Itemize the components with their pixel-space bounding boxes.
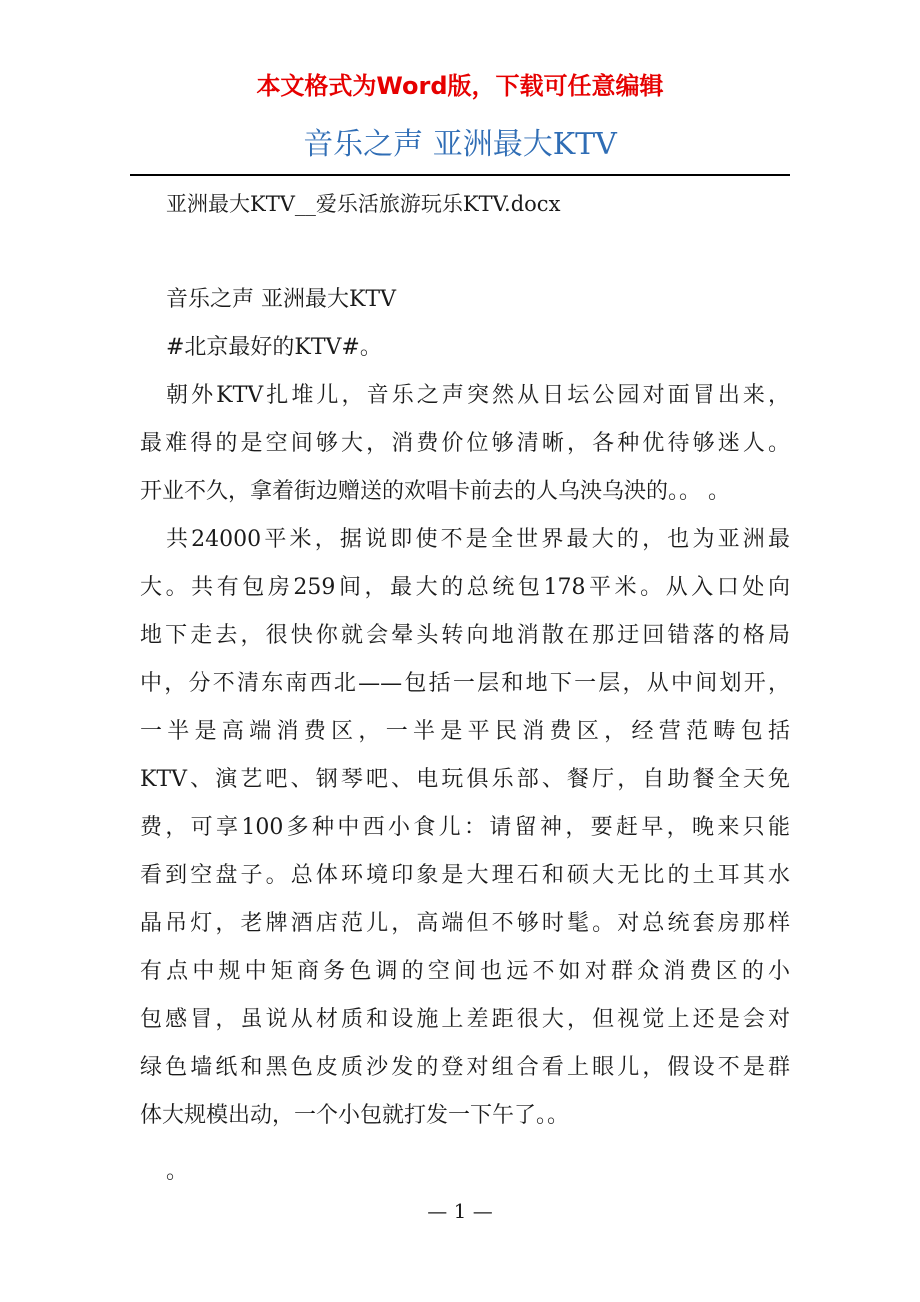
hashtag-line: #北京最好的KTV#。 [166, 335, 382, 360]
paragraph-line: 绿色墙纸和黑色皮质沙发的登对组合看上眼儿，假设不是群 [140, 1055, 790, 1080]
paragraph-line: 朝外KTV扎堆儿，音乐之声突然从日坛公园对面冒出来， [166, 383, 790, 408]
paragraph-line: 晶吊灯，老牌酒店范儿，高端但不够时髦。对总统套房那样 [140, 911, 790, 936]
trailing-mark-line: 。 [166, 1159, 189, 1184]
paragraph-line: 费，可享100多种中西小食儿：请留神，要赶早，晚来只能 [140, 815, 790, 840]
paragraph-line: 体大规模出动，一个小包就打发一下午了。。 [140, 1103, 570, 1128]
paragraph-line: 看到空盘子。总体环境印象是大理石和硕大无比的土耳其水 [140, 863, 790, 888]
page-number: — 1 — [427, 1199, 493, 1223]
paragraph-line: 共24000平米，据说即使不是全世界最大的，也为亚洲最 [166, 527, 790, 552]
paragraph-line: 开业不久，拿着街边赠送的欢唱卡前去的人乌泱乌泱的。。 。 [140, 479, 730, 504]
header-divider [130, 174, 790, 176]
document-filename: 亚洲最大KTV__爱乐活旅游玩乐KTV.docx [166, 192, 561, 216]
edit-notice-banner: 本文格式为Word版，下载可任意编辑 [256, 72, 664, 100]
paragraph-line: 有点中规中矩商务色调的空间也远不如对群众消费区的小 [140, 959, 790, 984]
paragraph-line: 包感冒，虽说从材质和设施上差距很大，但视觉上还是会对 [140, 1007, 790, 1032]
page-header-title: 音乐之声 亚洲最大KTV [303, 127, 617, 162]
paragraph-line: 最难得的是空间够大，消费价位够清晰，各种优待够迷人。 [140, 431, 790, 456]
paragraph-line: 中，分不清东南西北——包括一层和地下一层，从中间划开， [140, 671, 790, 696]
paragraph-line: 一半是高端消费区，一半是平民消费区，经营范畴包括 [140, 719, 790, 744]
article-title-line: 音乐之声 亚洲最大KTV [166, 287, 396, 312]
paragraph-line: 地下走去，很快你就会晕头转向地消散在那迂回错落的格局 [140, 623, 790, 648]
paragraph-line: KTV、演艺吧、钢琴吧、电玩俱乐部、餐厅，自助餐全天免 [140, 767, 790, 792]
paragraph-line: 大。共有包房259间，最大的总统包178平米。从入口处向 [140, 575, 790, 600]
